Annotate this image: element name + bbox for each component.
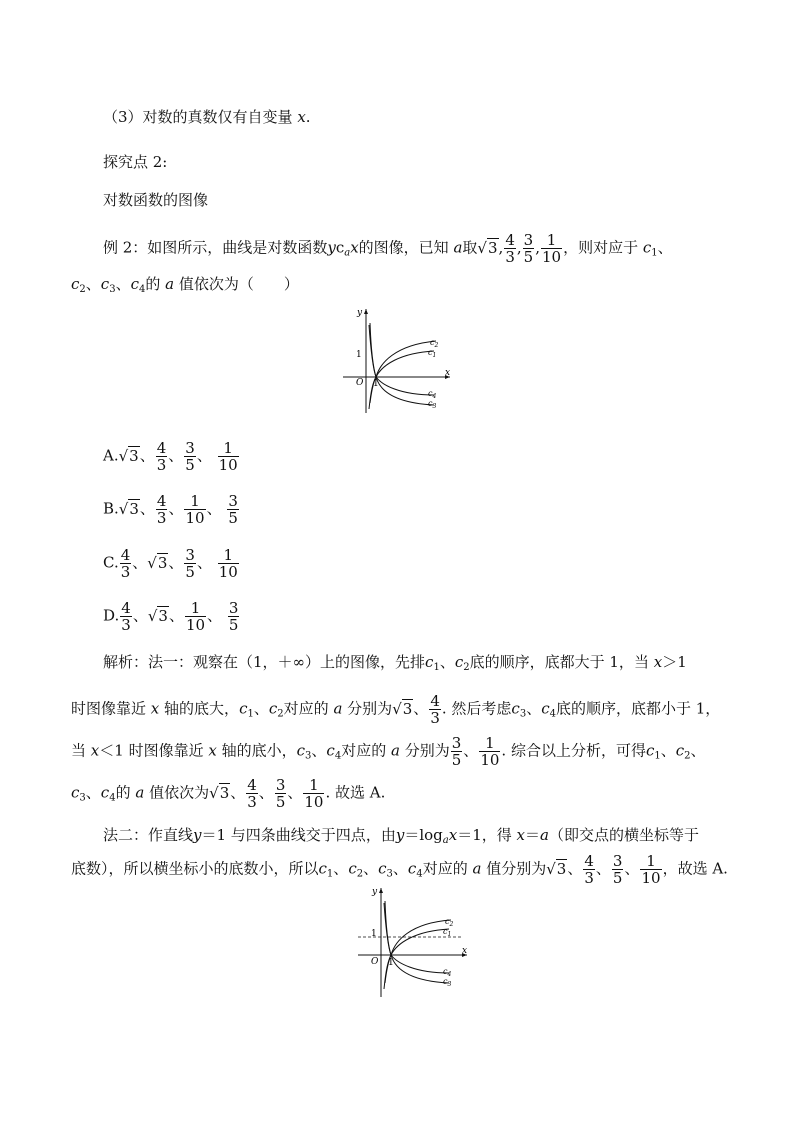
frac-1-10: $\frac{1}{10}$: [541, 231, 562, 266]
graph2-y-label: y: [372, 887, 378, 897]
graph1-c4: $c_4$: [428, 389, 437, 400]
solution-line4: $c_3$、$c_4$的 a 值依次为√3、 $\frac{4}{3}$ 、 $\frac{3}{5}$ 、 $\frac{1}{10}$ . 故选 A.: [71, 776, 386, 811]
take-text: 取: [462, 238, 478, 257]
frac-3-5: $\frac{3}{5}$: [523, 231, 534, 266]
example-text: 例 2：如图所示，曲线是对数函数: [103, 238, 328, 257]
log-graph-2: [355, 885, 475, 1000]
graph2-c4: $c_4$: [443, 967, 452, 978]
solution-line1: 解析：法一：观察在（1，＋∞）上的图像，先排$c_1$、$c_2$底的顺序，底都大于 1，当 x＞1: [103, 653, 687, 673]
graph1-origin: O: [356, 378, 364, 388]
graph1-c1: $c_1$: [428, 348, 437, 359]
question-tail: 值依次为（ ）: [178, 275, 299, 293]
example-text-3: ，则对应于: [563, 238, 639, 257]
graph2-one-x: 1: [388, 958, 394, 968]
of-text: 的: [145, 275, 161, 293]
frac-4-3: $\frac{4}{3}$: [505, 231, 515, 266]
option-b[interactable]: B.√3、 $\frac{4}{3}$ 、 $\frac{1}{10}$ 、 $\frac{3}{5}$: [103, 492, 238, 527]
solution-line2: 时图像靠近 x 轴的底大，$c_1$、$c_2$对应的 a 分别为√3、 $\frac{4}{3}$ . 然后考虑$c_3$、$c_4$底的顺序，底都小于 1，: [71, 692, 721, 727]
note-3: [103, 107, 311, 127]
graph2-origin: O: [371, 957, 379, 967]
var-y: y: [327, 238, 336, 257]
note-text: （3）对数的真数仅有自变量: [103, 108, 293, 126]
var-a: a: [165, 275, 175, 293]
graph1-c3: $c_3$: [428, 399, 437, 410]
solution-line3: 当 x＜1 时图像靠近 x 轴的底小，$c_3$、$c_4$对应的 a 分别为 $\frac{3}{5}$ 、 $\frac{1}{10}$ . 综合以上分析，可得$c_1$、$c_2$、: [71, 734, 706, 769]
sqrt-3: √3: [477, 238, 498, 257]
log-graph-1: [340, 305, 460, 415]
graph1-c2: $c_2$: [430, 338, 439, 349]
graph2-x-label: x: [462, 946, 468, 956]
period: .: [305, 108, 311, 126]
graph2-c3: $c_3$: [443, 977, 452, 988]
graph1-y-label: y: [357, 308, 363, 318]
graph1-one-x: 1: [373, 379, 379, 389]
graph1-x-label: x: [445, 368, 451, 378]
method2-line1: 法二：作直线y＝1 与四条曲线交于四点，由$y=\log_ax=1$，得 x＝a（即交点的横坐标等于: [103, 826, 699, 846]
example-text-2: 的图像，已知: [358, 238, 449, 257]
variable-x: x: [297, 108, 306, 126]
graph2-c2: $c_2$: [445, 917, 454, 928]
section-title: 对数函数的图像: [103, 191, 209, 209]
graph2-one: 1: [371, 929, 377, 939]
var-a: a: [453, 238, 463, 257]
log-text: c: [335, 238, 345, 257]
example-2-line2: $c_2$、$c_3$、$c_4$的 a 值依次为（ ）: [71, 275, 299, 295]
option-c[interactable]: C. $\frac{4}{3}$ 、√3、 $\frac{3}{5}$ 、 $\frac{1}{10}$: [103, 546, 238, 581]
option-a[interactable]: A.√3、 $\frac{4}{3}$ 、 $\frac{3}{5}$ 、 $\frac{1}{10}$: [103, 439, 238, 474]
method2-line2: 底数），所以横坐标小的底数小，所以$c_1$、$c_2$、$c_3$、$c_4$对应的 a 值分别为√3、 $\frac{4}{3}$ 、 $\frac{3}{5}$ 、 $\frac{1}{10}$ ，故选 A.: [71, 852, 728, 887]
var-x: x: [350, 238, 359, 257]
example-2-line1: 例 2：如图所示，曲线是对数函数$yc_ax$的图像，已知 a取√3, $\frac{4}{3}$ , $\frac{3}{5}$ , $\frac{1}{10}$ ，则对应于 $c_1$、: [103, 231, 673, 266]
graph1-one: 1: [356, 350, 362, 360]
option-d[interactable]: D. $\frac{4}{3}$ 、√3、 $\frac{1}{10}$ 、 $\frac{3}{5}$: [103, 599, 239, 634]
log-base: a: [344, 247, 351, 259]
section-heading: 探究点 2:: [103, 153, 168, 171]
graph2-c1: $c_1$: [443, 927, 452, 938]
